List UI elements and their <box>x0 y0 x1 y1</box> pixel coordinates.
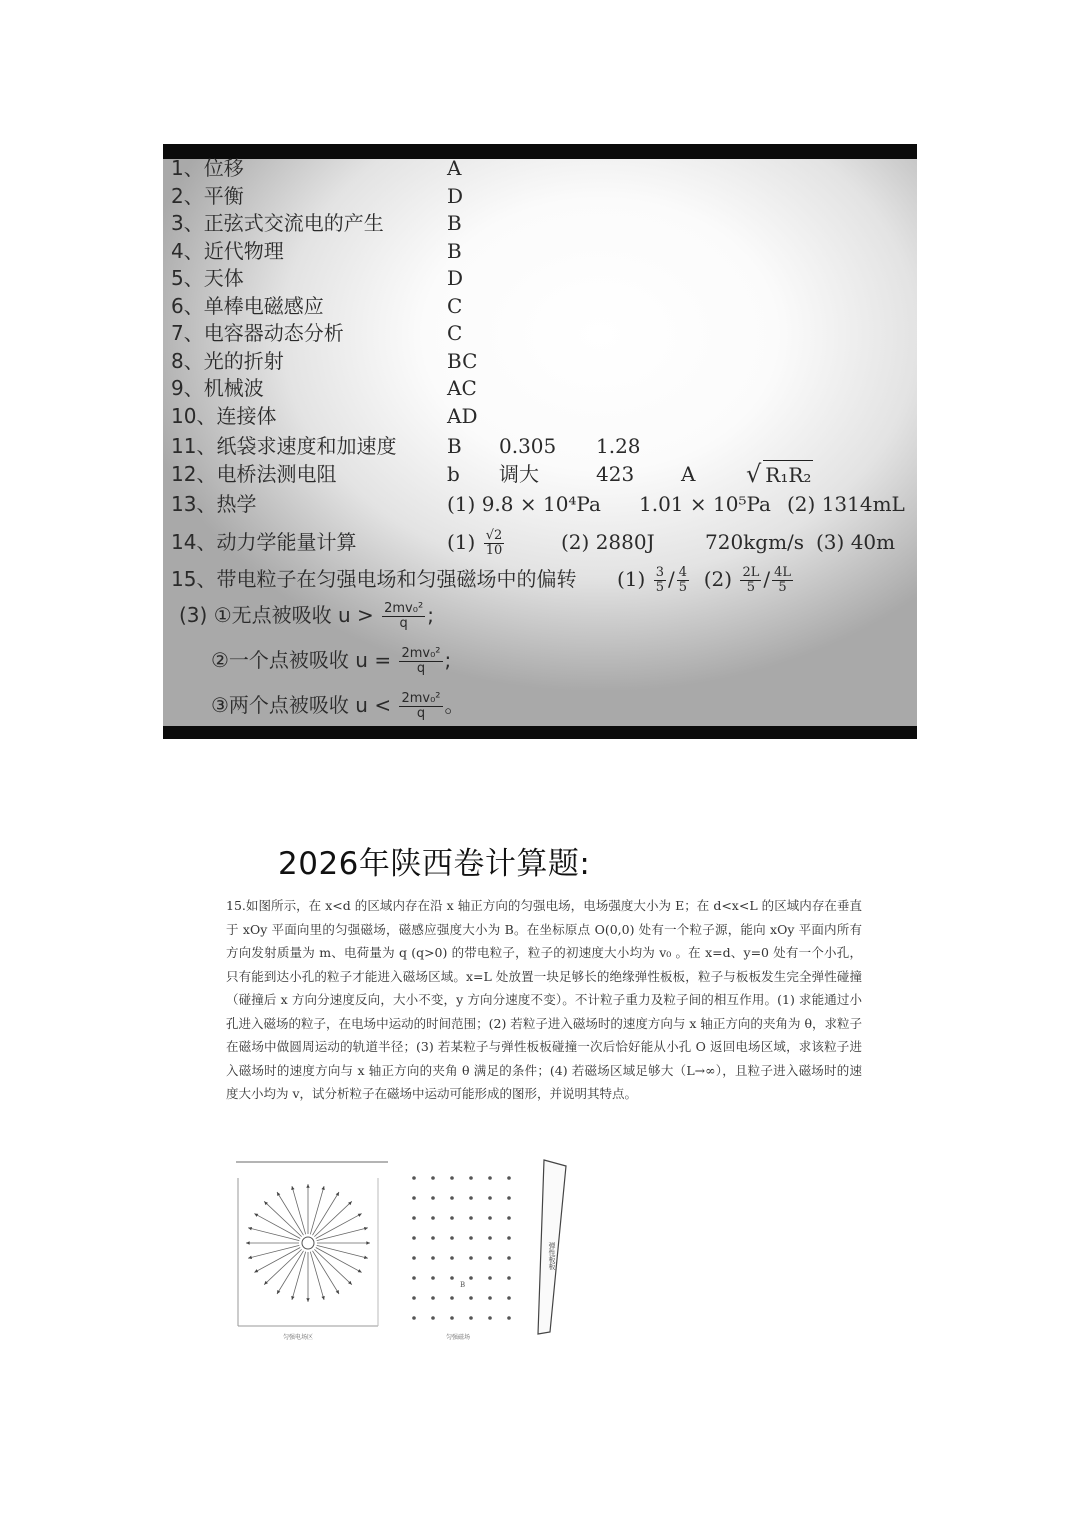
field-dot <box>507 1276 511 1280</box>
field-dot <box>412 1276 416 1280</box>
answer-number: 7、 <box>171 321 204 345</box>
field-dot <box>412 1176 416 1180</box>
answer-topic-text: 电容器动态分析 <box>203 321 344 345</box>
field-dot <box>488 1256 492 1260</box>
photo-top-border <box>163 144 917 159</box>
answer-number: 2、 <box>171 183 204 208</box>
field-caption: 匀强电场区 <box>283 1334 314 1341</box>
field-dot <box>488 1196 492 1200</box>
answer-value <box>617 559 795 599</box>
field-ray-arrowhead <box>366 1241 370 1244</box>
fraction <box>484 529 505 558</box>
answer-topic: 12、电桥法测电阻 <box>171 462 337 486</box>
sub-label: (3) ①无点被吸收 u > <box>179 603 374 627</box>
answer-prefix: (2) <box>703 567 733 591</box>
field-dot <box>412 1316 416 1320</box>
answer-prefix: (1) <box>617 567 646 591</box>
field-dot <box>450 1216 454 1220</box>
answer-number: 3、 <box>171 211 204 235</box>
sub-label: ③两个点被吸收 u < <box>211 693 392 717</box>
fraction <box>399 692 442 721</box>
field-dot <box>488 1176 492 1180</box>
field-dot <box>488 1276 492 1280</box>
problem-text: 15.如图所示，在 x<d 的区域内存在沿 x 轴正方向的匀强电场，电场强度大小为 E；在 d<x<L 的区域内存在垂直于 xOy 平面向里的匀强磁场，磁感应强度大小为 B。在坐标原点 O(0,0) 处有一个粒子源，能向 xOy 平面内所有方向发射质量为 m、电荷量为 q (q>0) 的带电粒子，粒子的初速度大小均为 v₀ 。在 x=d、y=0 处有一个小孔，只有能到达小孔的粒子才能进入磁场区域。x=L 处放置一块足够长的绝缘弹性板板，粒子与板板发生完全弹性碰撞（碰撞后 x 方向分速度反向，大小不变，y 方向分速度不变）。不计粒子重力及粒子间的相互作用。(1) 求能通过小孔进入磁场的粒子，在电场中运动的时间范围；(2) 若粒子进入磁场时的速度方向与 x 轴正方向的夹角为 θ，求粒子在磁场中做圆周运动的轨道半径；(3) 若某粒子与弹性板板碰撞一次后恰好能从小孔 O 返回电场区域，求该粒子进入磁场时的速度方向与 x 轴正方向的夹角 θ 满足的条件；(4) 若磁场区域足够大（L→∞），且粒子进入磁场时的速度大小均为 v，试分析粒子在磁场中运动可能形成的图形，并说明其特点。 <box>226 898 862 1101</box>
answer-topic-text: 平衡 <box>203 183 244 208</box>
field-dot <box>469 1216 473 1220</box>
answer-topic <box>171 237 284 265</box>
answer-topic <box>171 402 276 430</box>
field-dot <box>450 1256 454 1260</box>
field-dot <box>431 1176 435 1180</box>
answer-value: 调大 <box>499 462 539 486</box>
field-dot <box>488 1316 492 1320</box>
answer-topic: 13、热学 <box>171 492 257 516</box>
particle-source <box>302 1237 314 1249</box>
answer-value: (2) 1314mL <box>787 492 905 516</box>
answer-value: (3) 40m <box>816 530 896 554</box>
field-dot <box>412 1296 416 1300</box>
fraction-numerator: 2mv₀² <box>401 646 441 661</box>
fraction-denominator: 5 <box>678 580 688 595</box>
field-dot <box>450 1236 454 1240</box>
section-heading: 2026年陕西卷计算题: <box>278 846 591 882</box>
answer-value: 0.305 <box>499 434 557 458</box>
answer-value: AC <box>447 376 477 400</box>
fraction <box>399 647 442 676</box>
fraction-denominator: 10 <box>485 543 503 558</box>
answer-sub-line <box>211 689 465 721</box>
fraction-numerator: 4 <box>678 565 688 580</box>
answer-value: AD <box>447 403 478 428</box>
field-ray-arrowhead <box>306 1298 309 1302</box>
answer-value: 1.01 × 10⁵Pa <box>639 492 771 516</box>
answer-value: b <box>447 462 460 486</box>
field-dot <box>431 1296 435 1300</box>
answer-topic-text: 天体 <box>203 266 244 290</box>
answer-topic: 14、动力学能量计算 <box>171 530 357 554</box>
field-dot <box>412 1196 416 1200</box>
field-dot <box>469 1196 473 1200</box>
answer-value: D <box>447 183 464 208</box>
field-dot <box>507 1296 511 1300</box>
field-ray-arrowhead <box>306 1184 309 1188</box>
field-dot <box>488 1296 492 1300</box>
field-dot <box>450 1316 454 1320</box>
fraction <box>382 602 425 631</box>
answer-topic <box>171 264 244 292</box>
field-ray-arrowhead <box>246 1241 250 1244</box>
field-dot <box>431 1196 435 1200</box>
field-dot <box>507 1316 511 1320</box>
fraction-denominator: q <box>416 706 426 721</box>
answer-number: 10、 <box>171 403 217 428</box>
answer-number: 1、 <box>171 156 204 180</box>
answer-topic: 11、纸袋求速度和加速度 <box>171 434 397 458</box>
fraction-denominator: 5 <box>655 580 664 595</box>
answer-sub-line <box>211 644 451 676</box>
answer-value: (2) 2880J <box>561 530 655 554</box>
answer-value: C <box>447 321 463 345</box>
answer-value: (1) 9.8 × 10⁴Pa <box>447 492 601 516</box>
field-dot <box>450 1176 454 1180</box>
fraction-numerator: 4L <box>774 565 791 580</box>
answer-topic <box>171 182 244 210</box>
answer-value: B <box>447 434 462 458</box>
field-dot <box>450 1276 454 1280</box>
field-dot <box>431 1276 435 1280</box>
answer-topic-text: 机械波 <box>203 376 264 400</box>
answer-value: 423 <box>596 462 635 486</box>
magnetic-field-dots <box>412 1176 511 1320</box>
fraction-separator: / <box>667 567 675 591</box>
field-dot <box>507 1196 511 1200</box>
answer-topic <box>171 374 264 402</box>
plate-label: 弹性板板 <box>548 1242 556 1270</box>
field-dot <box>507 1176 511 1180</box>
answer-topic-text: 单棒电磁感应 <box>203 293 324 318</box>
fraction-numerator: √2 <box>485 528 503 543</box>
answer-value: 720kgm/s <box>705 530 805 554</box>
field-dot <box>488 1236 492 1240</box>
field-dot <box>469 1296 473 1300</box>
answer-value: 1.28 <box>596 434 641 458</box>
fraction-denominator: 5 <box>778 580 787 595</box>
answer-value: D <box>447 266 464 290</box>
field-ray <box>264 1201 301 1236</box>
fraction-numerator: 2mv₀² <box>401 691 441 706</box>
sub-tail: ; <box>427 603 434 627</box>
answer-topic-text: 光的折射 <box>203 348 284 373</box>
answer-value: B <box>447 238 462 263</box>
sqrt-radicand: R₁R₂ <box>763 460 813 489</box>
field-ray <box>314 1249 351 1284</box>
answer-number: 9、 <box>171 376 204 400</box>
field-dot <box>431 1236 435 1240</box>
fraction <box>677 566 689 595</box>
answer-value: BC <box>447 348 478 373</box>
point-label: B <box>460 1281 466 1289</box>
answer-number: 6、 <box>171 293 204 318</box>
field-ray <box>314 1201 351 1236</box>
field-dot <box>469 1316 473 1320</box>
answer-topic <box>171 319 344 347</box>
answer-value: A <box>681 462 696 486</box>
answer-topic <box>171 292 324 320</box>
field-dot <box>412 1216 416 1220</box>
answer-value: A <box>447 156 462 180</box>
fraction-separator: / <box>763 567 771 591</box>
fraction-denominator: q <box>399 616 408 631</box>
field-dot <box>507 1256 511 1260</box>
answer-topic: 15、带电粒子在匀强电场和匀强磁场中的偏转 <box>171 567 577 591</box>
fraction <box>654 566 666 595</box>
answer-topic-text: 近代物理 <box>203 238 284 263</box>
field-dot <box>450 1196 454 1200</box>
fraction-numerator: 2L <box>742 565 760 580</box>
field-dot <box>507 1236 511 1240</box>
field-dot <box>488 1216 492 1220</box>
answer-topic <box>171 209 384 237</box>
answer-value: C <box>447 293 463 318</box>
answer-prefix: (1) <box>447 530 476 554</box>
field-dot <box>469 1236 473 1240</box>
answer-topic-text: 位移 <box>203 156 244 180</box>
answer-value: B <box>447 211 462 235</box>
field-dot <box>469 1276 473 1280</box>
answer-topic-text: 正弦式交流电的产生 <box>203 211 384 235</box>
field-dot <box>412 1236 416 1240</box>
fraction <box>740 566 761 595</box>
answer-topic <box>171 347 284 375</box>
fraction-numerator: 3 <box>655 565 664 580</box>
problem-diagram <box>228 1156 888 1342</box>
answer-number: 4、 <box>171 238 204 263</box>
sub-label: ②一个点被吸收 u = <box>211 648 392 672</box>
answer-number: 8、 <box>171 348 204 373</box>
fraction-numerator: 2mv₀² <box>384 601 424 616</box>
answer-key-photo <box>163 144 917 739</box>
field-dot <box>431 1216 435 1220</box>
photo-bottom-border <box>163 726 917 739</box>
answer-topic <box>171 154 244 182</box>
sqrt-answer: √ R₁R₂ <box>746 460 812 488</box>
field-ray <box>264 1249 301 1284</box>
answer-number: 5、 <box>171 266 204 290</box>
answer-sub-line <box>179 599 434 631</box>
answer-topic-text: 连接体 <box>216 403 277 428</box>
field-dot <box>431 1256 435 1260</box>
field-dot <box>412 1256 416 1260</box>
answer-value <box>447 524 506 560</box>
field-dot <box>469 1256 473 1260</box>
field-dot <box>507 1216 511 1220</box>
magnet-caption: 匀强磁场 <box>446 1334 471 1341</box>
field-dot <box>431 1316 435 1320</box>
sub-tail: 。 <box>444 693 465 717</box>
sub-tail: ; <box>444 648 452 672</box>
field-dot <box>450 1296 454 1300</box>
problem-statement <box>226 894 862 1106</box>
fraction-denominator: q <box>416 661 426 676</box>
fraction <box>772 566 793 595</box>
field-dot <box>469 1176 473 1180</box>
fraction-denominator: 5 <box>746 580 756 595</box>
